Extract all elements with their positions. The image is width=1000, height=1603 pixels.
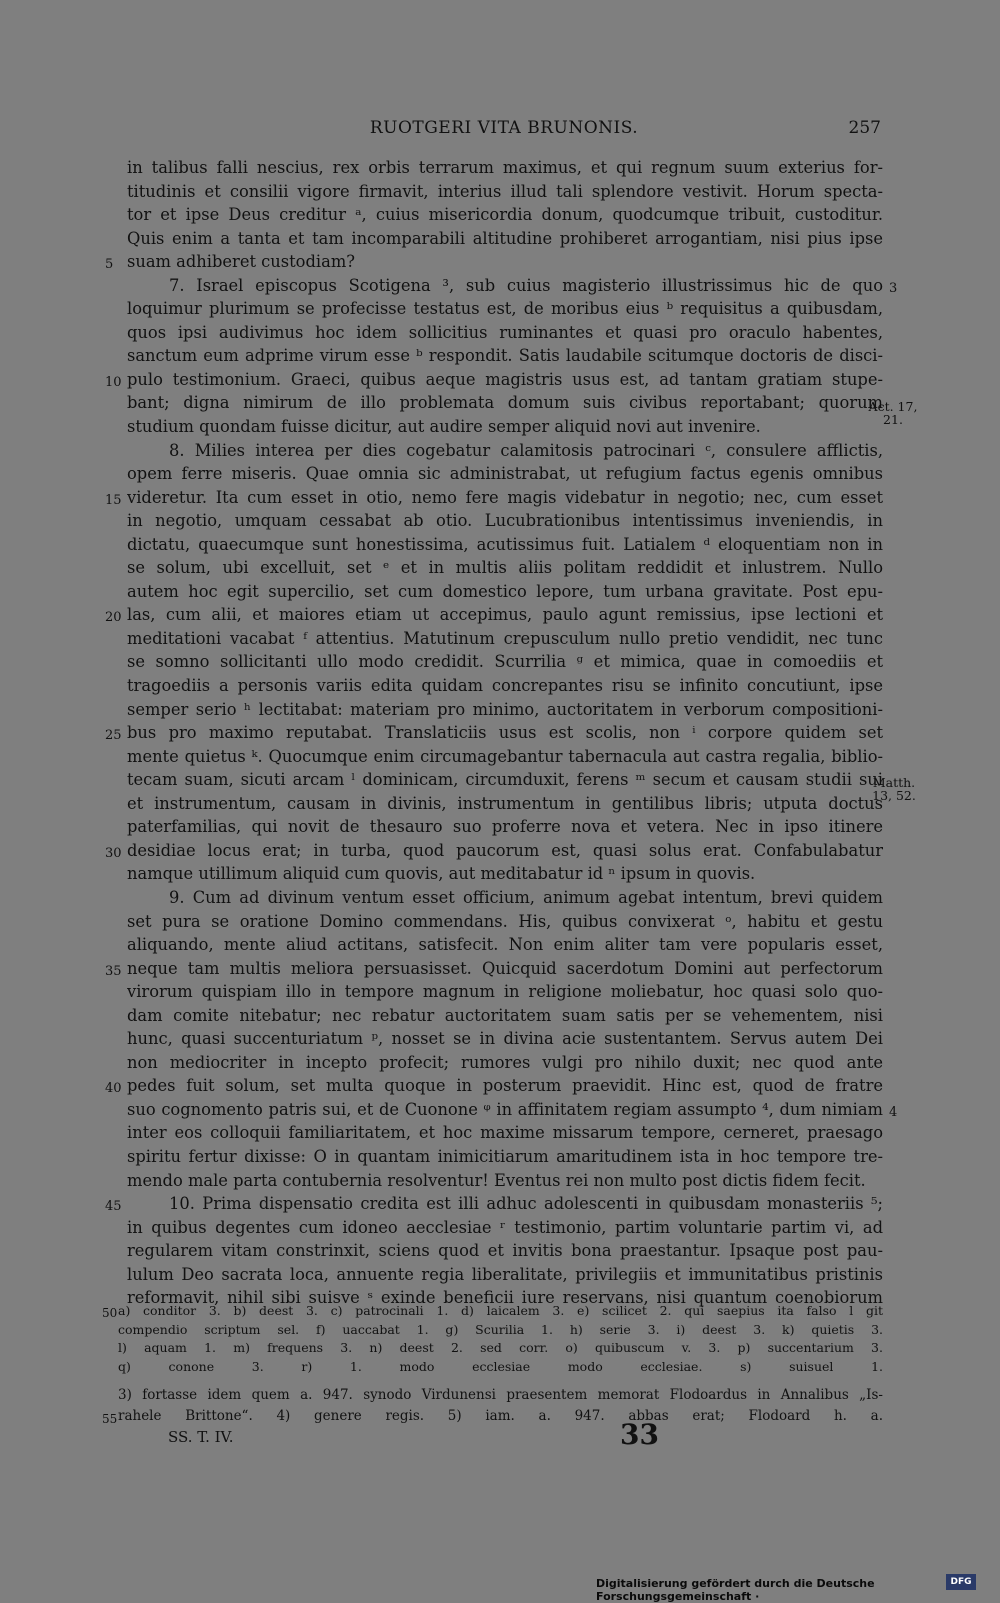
text-line [127,933,883,957]
text-line-text: regularem vitam constrinxit, sciens quod et invitis bona praestantur. Ipsaque post pau- [127,1241,883,1261]
line-number: 25 [105,728,122,744]
text-line-text: tragoediis a personis variis edita quidam concrepantes risu se infinito concutiunt, ipse [127,676,883,696]
text-line [127,321,883,345]
text-line [105,603,883,627]
text-line-text: studium quondam fuisse dicitur, aut audire semper aliquid novi aut invenire. [127,417,761,437]
line-number: 5 [105,257,114,273]
text-line-text: loquimur plurimum se profecisse testatus est, de moribus eius ᵇ requisitus a quibusdam, [127,299,883,319]
text-line [127,1263,883,1287]
text-line-text: quos ipsi audivimus hoc idem sollicitius ruminantes et quasi pro oraculo habentes, [127,322,883,342]
running-header [127,118,881,144]
apparatus-line-text: compendio scriptum sel. f) uaccabat 1. g) Scurilia 1. h) serie 3. i) deest 3. k) quietis 3. [118,1321,883,1337]
text-line [105,1192,883,1216]
text-line-text: mente quietus ᵏ. Quocumque enim circumagebantur tabernacula aut castra regalia, biblio- [127,746,883,766]
text-line-text: sanctum eum adprime virum esse ᵇ respondit. Satis laudabile scitumque doctoris de disci- [127,346,883,366]
apparatus-line [118,1358,883,1377]
text-line-text: namque utillimum aliquid cum quovis, aut meditabatur id ⁿ ipsum in quovis. [127,864,756,884]
text-line [127,203,883,227]
text-line-text: hunc, quasi succenturiatum ᵖ, nosset se in divina acie sustentantem. Servus autem Dei [127,1029,883,1049]
text-line-text: neque tam multis meliora persuasisset. Quicquid sacerdotum Domini aut perfectorum [127,958,883,978]
sheet-number: 33 [620,1418,659,1451]
margin-reference-matthew: Matth. 13, 52. [872,775,916,803]
digitization-credit: Digitalisierung gefördert durch die Deutsche Forschungsgemeinschaft · [596,1577,875,1603]
text-line [127,180,883,204]
text-line-text: suam adhiberet custodiam? [127,252,355,272]
text-line [127,1051,883,1075]
text-line [127,297,883,321]
text-line-text: Quis enim a tanta et tam incomparabili altitudine prohiberet arrogantiam, nisi pius ipse [127,228,883,248]
text-line-text: desidiae locus erat; in turba, quod paucorum est, quasi solus erat. Confabulabatur [127,840,883,860]
text-line-text: reformavit, nihil sibi suisve ˢ exinde beneficii iure reservans, nisi quantum coenobiorum [127,1288,883,1308]
text-line-text: se solum, ubi excelluit, set ᵉ et in multis aliis politam reddidit et inlustrem. Nullo [127,558,883,578]
line-number: 35 [105,963,122,979]
text-line [127,674,883,698]
apparatus-line-text: q) conone 3. r) 1. modo ecclesiae modo ecclesiae. s) suisuel 1. [118,1358,883,1374]
text-line-text: semper serio ʰ lectitabat: materiam pro minimo, auctoritatem in verborum compositioni- [127,699,883,719]
text-line [105,839,883,863]
text-line [105,957,883,981]
text-line [127,698,883,722]
page-number: 257 [848,118,881,138]
footnotes [102,1385,883,1427]
line-number: 30 [105,845,122,861]
text-line-text: in talibus falli nescius, rex orbis terrarum maximus, et qui regnum suum exterius for- [127,158,883,177]
text-line-text: 7. Israel episcopus Scotigena ³, sub cuius magisterio illustrissimus hic de quo [169,275,883,295]
footnote-line-text: rahele Brittone“. 4) genere regis. 5) iam. a. 947. abbas erat; Flodoard h. a. [118,1408,883,1424]
text-line [127,1216,883,1240]
text-line [127,792,883,816]
text-line-text: et instrumentum, causam in divinis, instrumentum in gentilibus libris; utputa doctus [127,793,883,813]
footnote-line [118,1385,883,1406]
text-line [105,1074,883,1098]
text-line-text: non mediocriter in incepto profecit; rumores vulgi pro nihilo duxit; nec quod ante [127,1052,883,1072]
apparatus-line [118,1339,883,1358]
text-line-text: virorum quispiam illo in tempore magnum in religione moliebatur, hoc quasi solo quo- [127,982,883,1002]
text-line [127,580,883,604]
text-line-text: inter eos colloquii familiaritatem, et hoc maxime missarum tempore, cerneret, praesago [127,1123,883,1143]
text-line [105,250,883,274]
text-line [127,156,883,180]
apparatus-line-text: l) aquam 1. m) frequens 3. n) deest 2. sed corr. o) quibuscum v. 3. p) succentarium 3. [118,1340,883,1355]
note-reference: 4 [889,1104,898,1120]
text-line [127,886,883,910]
text-line-text: pedes fuit solum, set multa quoque in posterum praevidit. Hinc est, quod de fratre [127,1076,883,1096]
text-line-text: 9. Cum ad divinum ventum esset officium, animum agebat intentum, brevi quidem [169,887,883,907]
text-line [127,439,883,463]
dfg-logo: DFG [946,1574,976,1590]
text-line-text: in negotio, umquam cessabat ab otio. Lucubrationibus intentissimus inveniendis, in [127,511,883,531]
text-line [127,1004,883,1028]
text-line [127,745,883,769]
text-line [127,650,883,674]
line-number: 15 [105,492,122,508]
line-number: 55 [102,1412,118,1426]
text-line [127,509,883,533]
text-line-text: bus pro maximo reputabat. Translaticiis usus est scolis, non ⁱ corpore quidem set [127,723,883,743]
note-reference: 3 [889,280,898,296]
text-line [127,862,883,886]
text-line [127,274,898,298]
line-number: 40 [105,1081,122,1097]
text-line [127,910,883,934]
line-number: 10 [105,374,122,390]
text-line [105,721,883,745]
text-line-text: titudinis et consilii vigore firmavit, interius illud tali splendore vestivit. Horum specta- [127,181,883,201]
margin-reference-acts: Act. 17, 21. [868,399,918,427]
text-line-text: set pura se oratione Domino commendans. His, quibus convixerat ᵒ, habitu et gestu [127,911,883,931]
text-line-text: 8. Milies interea per dies cogebatur calamitosis patrocinari ᶜ, consulere afflictis, [169,440,883,460]
text-line [127,227,883,251]
text-line-text: paterfamilias, qui novit de thesauro suo proferre nova et vetera. Nec in ipso itinere [127,817,883,837]
text-line-text: mendo male parta contubernia resolventur! Eventus rei non multo post dictis fidem fecit. [127,1170,866,1190]
text-line [127,1027,883,1051]
footnote-line [102,1406,883,1427]
text-line [127,415,883,439]
text-line-text: lulum Deo sacrata loca, annuente regia liberalitate, privilegiis et immunitatibus pristinis [127,1264,883,1284]
text-line-text: dam comite nitebatur; nec rebatur auctoritatem suam satis per se vehementem, nisi [127,1005,883,1025]
critical-apparatus [102,1302,883,1376]
text-line-text: aliquando, mente aliud actitans, satisfecit. Non enim aliter tam vere popularis esset, [127,935,883,955]
text-line [127,815,883,839]
text-line [127,462,883,486]
text-line-text: suo cognomento patris sui, et de Cuonone ᵠ in affinitatem regiam assumpto ⁴, dum nimiam [127,1099,883,1119]
text-line-text: pulo testimonium. Graeci, quibus aeque magistris usus est, ad tantam gratiam stupe- [127,369,883,389]
text-line [127,980,883,1004]
text-line-text: spiritu fertur dixisse: O in quantam inimicitiarum amaritudinem ista in hoc tempore tre- [127,1146,883,1166]
text-line-text: se somno sollicitanti ullo modo credidit. Scurrilia ᵍ et mimica, quae in comoediis et [127,652,883,672]
text-line [127,1145,883,1169]
text-line [127,1121,883,1145]
text-line [105,368,883,392]
text-line-text: tor et ipse Deus creditur ᵃ, cuius misericordia donum, quodcumque tribuit, custoditur. [127,205,883,225]
text-line-text: autem hoc egit supercilio, set cum domestico lepore, tum urbana gravitate. Post epu- [127,581,883,601]
text-line [127,533,883,557]
text-line [105,486,883,510]
text-line [127,1098,898,1122]
text-line-text: las, cum alii, et maiores etiam ut accepimus, paulo agunt remissius, ipse lectioni et [127,605,883,625]
footnote-line-text: 3) fortasse idem quem a. 947. synodo Virdunensi praesentem memorat Flodoardus in Annalibus „Is- [118,1387,883,1403]
apparatus-line [102,1302,883,1321]
text-line-text: dictatu, quaecumque sunt honestissima, acutissimus fuit. Latialem ᵈ eloquentiam non in [127,534,883,554]
text-line-text: bant; digna nimirum de illo problemata domum suis civibus reportabant; quorum [127,393,883,413]
text-line-text: in quibus degentes cum idoneo aecclesiae ʳ testimonio, partim voluntarie partim vi, ad [127,1217,883,1237]
text-line-text: tecam suam, sicuti arcam ˡ dominicam, circumduxit, ferens ᵐ secum et causam studii sui [127,770,883,790]
text-line [127,1169,883,1193]
text-line [127,556,883,580]
line-number: 50 [102,1306,118,1320]
apparatus-line-text: a) conditor 3. b) deest 3. c) patrocinali 1. d) laicalem 3. e) scilicet 2. qui saepius ita falso l git [118,1303,883,1318]
text-line [127,1239,883,1263]
text-line-text: videretur. Ita cum esset in otio, nemo fere magis videbatur in negotio; nec, cum esset [127,487,883,507]
text-line [127,627,883,651]
text-line-text: 10. Prima dispensatio credita est illi adhuc adolescenti in quibusdam monasteriis ⁵; [169,1194,883,1214]
text-line-text: meditationi vacabat ᶠ attentius. Matutinum crepusculum nullo pretio vendidit, nec tunc [127,628,883,648]
apparatus-line [118,1321,883,1340]
text-line [127,768,883,792]
line-number: 45 [105,1199,122,1215]
text-line [127,344,883,368]
text-line [127,391,883,415]
signature-mark: SS. T. IV. [168,1428,234,1446]
line-number: 20 [105,610,122,626]
running-title: RUOTGERI VITA BRUNONIS. [369,118,639,138]
text-line-text: opem ferre miseris. Quae omnia sic administrabat, ut refugium factus egenis omnibus [127,464,883,484]
